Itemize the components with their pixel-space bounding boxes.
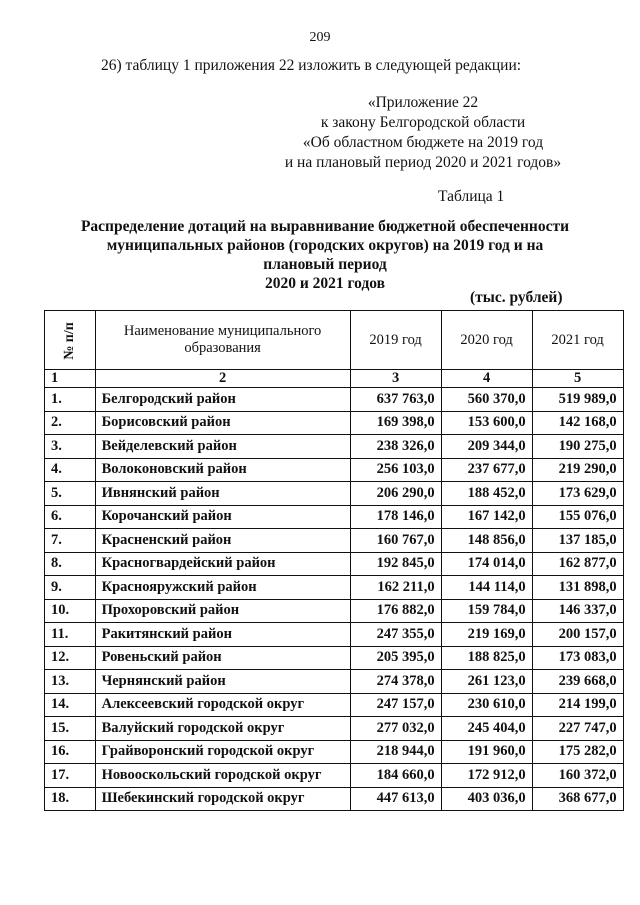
header-2019: 2019 год <box>350 311 441 370</box>
value-2019: 218 944,0 <box>350 740 441 764</box>
table-row <box>45 623 624 647</box>
value-2021: 190 275,0 <box>532 435 623 459</box>
header-name <box>95 311 350 370</box>
value-2019: 184 660,0 <box>350 764 441 788</box>
value-2020: 188 825,0 <box>441 646 532 670</box>
header-num: № п/п <box>45 311 96 370</box>
appendix-line: и на плановый период 2020 и 2021 годов» <box>284 154 562 171</box>
value-2019: 637 763,0 <box>350 388 441 412</box>
value-2021: 173 083,0 <box>532 646 623 670</box>
value-2020: 245 404,0 <box>441 717 532 741</box>
row-number: 1. <box>45 388 96 412</box>
value-2020: 174 014,0 <box>441 552 532 576</box>
value-2020: 209 344,0 <box>441 435 532 459</box>
municipality-name: Красненский район <box>95 529 350 553</box>
row-number: 18. <box>45 787 96 811</box>
value-2021: 200 157,0 <box>532 623 623 647</box>
value-2019: 447 613,0 <box>350 787 441 811</box>
header-name-line1: Наименование муниципального <box>123 323 322 339</box>
index-cell: 5 <box>532 370 623 388</box>
value-2020: 230 610,0 <box>441 693 532 717</box>
table-row <box>45 646 624 670</box>
municipality-name: Ракитянский район <box>95 623 350 647</box>
table-label: Таблица 1 <box>438 188 505 205</box>
row-number: 6. <box>45 505 96 529</box>
intro-text: 26) таблицу 1 приложения 22 изложить в следующей редакции: <box>101 57 522 74</box>
header-2021: 2021 год <box>532 311 623 370</box>
value-2019: 206 290,0 <box>350 482 441 506</box>
value-2019: 274 378,0 <box>350 670 441 694</box>
municipality-name: Краснояружский район <box>95 576 350 600</box>
value-2019: 238 326,0 <box>350 435 441 459</box>
table-row <box>45 693 624 717</box>
value-2019: 205 395,0 <box>350 646 441 670</box>
header-name-line2: образования <box>184 340 261 356</box>
value-2019: 247 355,0 <box>350 623 441 647</box>
value-2020: 237 677,0 <box>441 458 532 482</box>
municipality-name: Красногвардейский район <box>95 552 350 576</box>
value-2019: 160 767,0 <box>350 529 441 553</box>
row-number: 16. <box>45 740 96 764</box>
municipality-name: Ивнянский район <box>95 482 350 506</box>
municipality-name: Шебекинский городской округ <box>95 787 350 811</box>
value-2021: 173 629,0 <box>532 482 623 506</box>
value-2019: 176 882,0 <box>350 599 441 623</box>
municipality-name: Алексеевский городской округ <box>95 693 350 717</box>
table-header-row <box>45 311 624 370</box>
row-number: 2. <box>45 411 96 435</box>
row-number: 7. <box>45 529 96 553</box>
value-2021: 142 168,0 <box>532 411 623 435</box>
municipality-name: Корочанский район <box>95 505 350 529</box>
table-title-line: муниципальных районов (городских округов) на 2019 год и на плановый период <box>106 237 544 273</box>
municipality-name: Белгородский район <box>95 388 350 412</box>
appendix-line: к закону Белгородской области <box>320 114 526 131</box>
value-2021: 160 372,0 <box>532 764 623 788</box>
municipality-name: Новооскольский городской округ <box>95 764 350 788</box>
value-2020: 191 960,0 <box>441 740 532 764</box>
index-cell: 1 <box>45 370 96 388</box>
value-2021: 239 668,0 <box>532 670 623 694</box>
value-2019: 247 157,0 <box>350 693 441 717</box>
value-2020: 560 370,0 <box>441 388 532 412</box>
table-row <box>45 740 624 764</box>
municipality-name: Волоконовский район <box>95 458 350 482</box>
value-2020: 172 912,0 <box>441 764 532 788</box>
row-number: 10. <box>45 599 96 623</box>
row-number: 3. <box>45 435 96 459</box>
value-2021: 214 199,0 <box>532 693 623 717</box>
value-2021: 227 747,0 <box>532 717 623 741</box>
value-2021: 219 290,0 <box>532 458 623 482</box>
municipality-name: Вейделевский район <box>95 435 350 459</box>
municipality-name: Валуйский городской округ <box>95 717 350 741</box>
page-number: 209 <box>309 30 331 45</box>
value-2019: 169 398,0 <box>350 411 441 435</box>
value-2020: 219 169,0 <box>441 623 532 647</box>
value-2020: 403 036,0 <box>441 787 532 811</box>
row-number: 9. <box>45 576 96 600</box>
row-number: 11. <box>45 623 96 647</box>
municipality-name: Грайворонский городской округ <box>95 740 350 764</box>
table-row <box>45 435 624 459</box>
index-cell: 3 <box>350 370 441 388</box>
row-number: 5. <box>45 482 96 506</box>
table-row <box>45 717 624 741</box>
value-2021: 131 898,0 <box>532 576 623 600</box>
table-row <box>45 670 624 694</box>
value-2021: 155 076,0 <box>532 505 623 529</box>
table-row <box>45 482 624 506</box>
table-row <box>45 458 624 482</box>
row-number: 17. <box>45 764 96 788</box>
municipality-name: Прохоровский район <box>95 599 350 623</box>
header-2020: 2020 год <box>441 311 532 370</box>
value-2020: 188 452,0 <box>441 482 532 506</box>
value-2021: 162 877,0 <box>532 552 623 576</box>
row-number: 14. <box>45 693 96 717</box>
value-2019: 256 103,0 <box>350 458 441 482</box>
row-number: 13. <box>45 670 96 694</box>
municipality-name: Борисовский район <box>95 411 350 435</box>
value-2020: 148 856,0 <box>441 529 532 553</box>
table-row <box>45 411 624 435</box>
value-2020: 167 142,0 <box>441 505 532 529</box>
value-2021: 175 282,0 <box>532 740 623 764</box>
row-number: 8. <box>45 552 96 576</box>
value-2020: 261 123,0 <box>441 670 532 694</box>
value-2020: 144 114,0 <box>441 576 532 600</box>
table-row <box>45 764 624 788</box>
value-2020: 159 784,0 <box>441 599 532 623</box>
value-2019: 162 211,0 <box>350 576 441 600</box>
appendix-line: «Приложение 22 <box>367 94 479 111</box>
value-2019: 178 146,0 <box>350 505 441 529</box>
table-row <box>45 599 624 623</box>
table-row <box>45 505 624 529</box>
units-label: (тыс. рублей) <box>470 289 563 306</box>
municipality-name: Чернянский район <box>95 670 350 694</box>
value-2019: 192 845,0 <box>350 552 441 576</box>
value-2020: 153 600,0 <box>441 411 532 435</box>
appendix-header <box>276 93 570 173</box>
appendix-line: «Об областном бюджете на 2019 год <box>302 134 544 151</box>
table-row <box>45 552 624 576</box>
row-number: 15. <box>45 717 96 741</box>
table-row <box>45 388 624 412</box>
municipality-name: Ровеньский район <box>95 646 350 670</box>
index-cell: 2 <box>95 370 350 388</box>
index-cell: 4 <box>441 370 532 388</box>
table-title-line: 2020 и 2021 годов <box>264 275 386 292</box>
row-number: 4. <box>45 458 96 482</box>
table-title <box>80 217 570 293</box>
table-row <box>45 529 624 553</box>
value-2021: 146 337,0 <box>532 599 623 623</box>
row-number: 12. <box>45 646 96 670</box>
table-title-line: Распределение дотаций на выравнивание бюджетной обеспеченности <box>80 218 570 235</box>
column-index-row <box>45 370 624 388</box>
value-2021: 519 989,0 <box>532 388 623 412</box>
subsidies-table <box>44 310 624 811</box>
table-row <box>45 787 624 811</box>
value-2021: 368 677,0 <box>532 787 623 811</box>
table-row <box>45 576 624 600</box>
value-2021: 137 185,0 <box>532 529 623 553</box>
value-2019: 277 032,0 <box>350 717 441 741</box>
